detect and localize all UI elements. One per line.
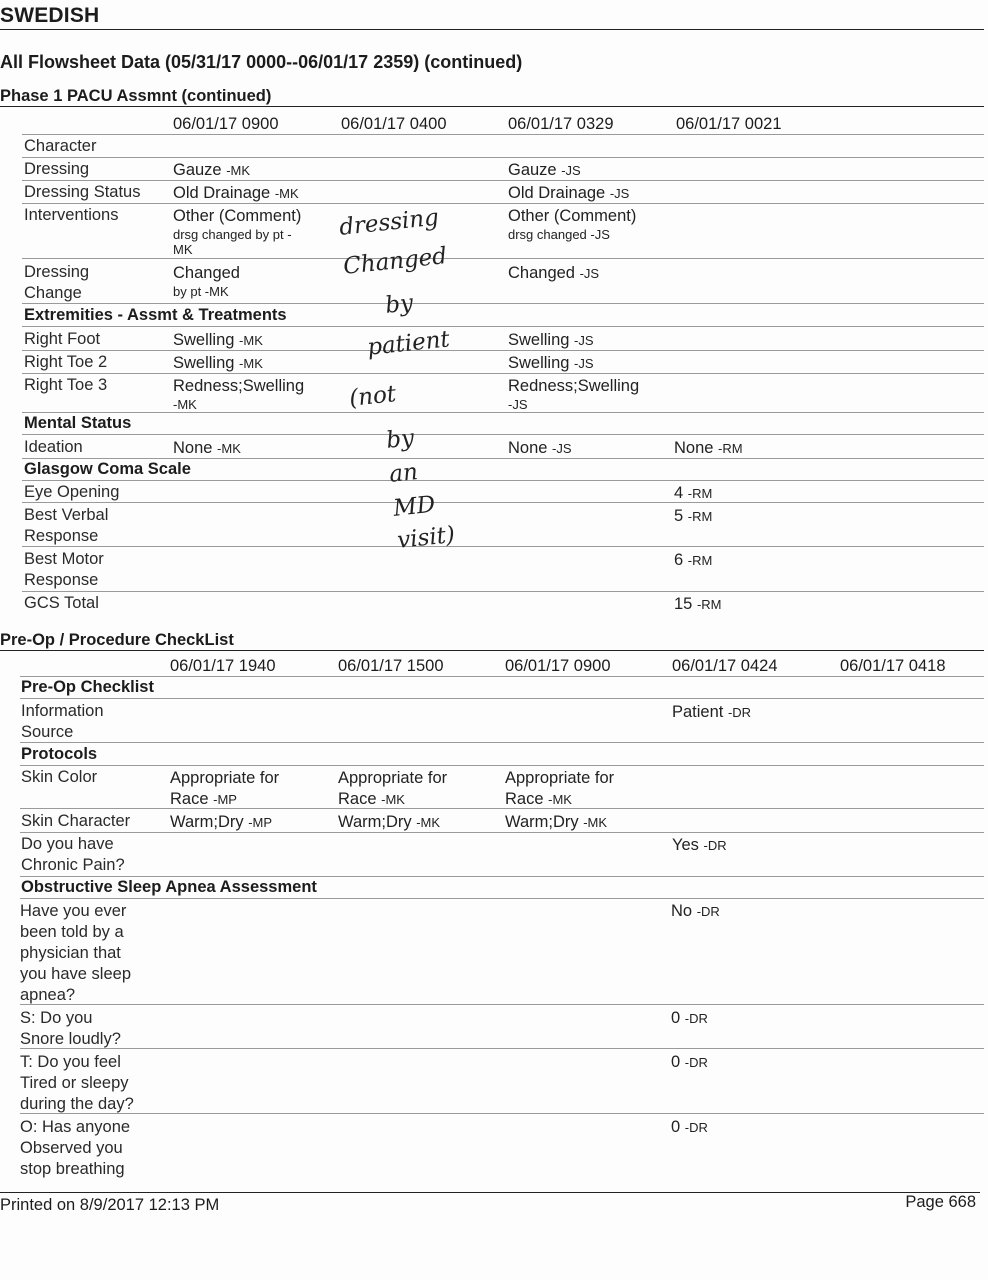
row-divider [22, 134, 984, 135]
handwritten-note: an [388, 459, 420, 488]
cell-value: Yes -DR [672, 836, 727, 854]
cell-value: 15 -RM [674, 595, 722, 613]
handwritten-note: by [385, 425, 416, 454]
cell-value: 5 -RM [674, 507, 713, 525]
row-divider [22, 180, 984, 181]
row-divider [22, 480, 984, 481]
row-divider [20, 1113, 984, 1114]
subsection-heading: Obstructive Sleep Apnea Assessment [21, 878, 317, 896]
cell-value: Old Drainage -JS [508, 184, 630, 202]
column-header: 06/01/17 0329 [508, 115, 614, 133]
section-rule [0, 106, 984, 107]
row-divider [20, 676, 984, 677]
section-title-preop: Pre-Op / Procedure CheckList [0, 631, 234, 649]
column-header: 06/01/17 0900 [505, 657, 611, 675]
row-label: Skin Character [21, 812, 131, 830]
row-label: Right Foot [24, 330, 101, 348]
cell-value: 0 -DR [671, 1053, 708, 1071]
cell-value: Appropriate for Race -MK [505, 769, 615, 808]
handwritten-note: MD [392, 491, 437, 522]
section-title-pacu: Phase 1 PACU Assmnt (continued) [0, 87, 272, 105]
cell-value: Swelling -JS [508, 354, 594, 372]
row-divider [22, 258, 984, 259]
cell-value: Swelling -JS [508, 331, 594, 349]
row-label: Dressing Status [24, 183, 141, 201]
cell-value: Appropriate for Race -MP [170, 769, 280, 808]
row-label: Right Toe 3 [24, 376, 108, 394]
cell-value: 4 -RM [674, 484, 713, 502]
row-divider [22, 326, 984, 327]
column-header: 06/01/17 0400 [341, 115, 447, 133]
handwritten-note: visit) [396, 521, 457, 554]
row-divider [22, 203, 984, 204]
row-label: Interventions [24, 206, 119, 224]
row-label: Skin Color [21, 768, 98, 786]
cell-value: 6 -RM [674, 551, 713, 569]
cell-value: Patient -DR [672, 703, 752, 721]
subsection-heading: Mental Status [24, 414, 132, 432]
row-divider [22, 502, 984, 503]
row-divider [20, 832, 984, 833]
subsection-heading: Glasgow Coma Scale [24, 460, 191, 478]
subsection-heading: Extremities - Assmt & Treatments [24, 306, 287, 324]
row-label: Character [24, 137, 97, 155]
row-divider [20, 808, 984, 809]
handwritten-note: (not [348, 381, 398, 412]
column-header: 06/01/17 0900 [173, 115, 279, 133]
cell-value: Changed by pt -MK [173, 264, 240, 299]
row-divider [22, 412, 984, 413]
row-divider [22, 350, 984, 351]
cell-value: 0 -DR [671, 1118, 708, 1136]
row-divider [22, 373, 984, 374]
column-header: 06/01/17 1500 [338, 657, 444, 675]
printed-date: Printed on 8/9/2017 12:13 PM [0, 1196, 220, 1214]
row-divider [22, 546, 984, 547]
row-label: Do you have Chronic Pain? [21, 835, 125, 874]
row-label: Right Toe 2 [24, 353, 108, 371]
cell-value: Gauze -JS [508, 161, 581, 179]
column-header: 06/01/17 0021 [676, 115, 782, 133]
cell-value: Changed -JS [508, 264, 600, 282]
column-header: 06/01/17 0424 [672, 657, 778, 675]
hospital-name: SWEDISH [0, 4, 100, 27]
handwritten-note: by [384, 290, 415, 319]
cell-value: Redness;Swelling -MK [173, 377, 305, 412]
row-label: Have you ever been told by a physician that you have sleep apnea? [20, 902, 131, 1004]
column-header: 06/01/17 0418 [840, 657, 946, 675]
row-label: Best Motor Response [24, 550, 104, 589]
cell-value: No -DR [671, 902, 720, 920]
row-label: S: Do you Snore loudly? [20, 1009, 121, 1048]
row-label: Ideation [24, 438, 83, 456]
row-label: Eye Opening [24, 483, 120, 501]
cell-value: Old Drainage -MK [173, 184, 299, 202]
row-label: Best Verbal Response [24, 506, 109, 545]
cell-value: None -MK [173, 439, 241, 457]
page-number: Page 668 [905, 1193, 976, 1211]
row-label: T: Do you feel Tired or sleepy during the day? [20, 1053, 134, 1113]
row-divider [22, 458, 984, 459]
row-divider [22, 434, 984, 435]
row-divider [20, 1004, 984, 1005]
cell-value: Other (Comment) drsg changed by pt - MK [173, 207, 302, 257]
row-divider [20, 742, 984, 743]
row-label: Dressing [24, 160, 90, 178]
subsection-heading: Protocols [21, 745, 98, 763]
section-rule [0, 650, 984, 651]
row-divider [22, 157, 984, 158]
handwritten-note: patient [366, 326, 451, 361]
cell-value: Gauze -MK [173, 161, 251, 179]
cell-value: Other (Comment) drsg changed -JS [508, 207, 637, 242]
footer-rule [0, 1192, 980, 1193]
cell-value: 0 -DR [671, 1009, 708, 1027]
row-divider [20, 898, 984, 899]
cell-value: Appropriate for Race -MK [338, 769, 448, 808]
cell-value: Warm;Dry -MP [170, 813, 273, 831]
document-title: All Flowsheet Data (05/31/17 0000--06/01/17 2359) (continued) [0, 52, 523, 72]
row-divider [22, 591, 984, 592]
cell-value: Redness;Swelling -JS [508, 377, 640, 412]
header-rule [0, 29, 984, 30]
cell-value: Warm;Dry -MK [505, 813, 608, 831]
cell-value: Warm;Dry -MK [338, 813, 441, 831]
handwritten-note: Changed [342, 243, 449, 280]
cell-value: Swelling -MK [173, 354, 263, 372]
column-header: 06/01/17 1940 [170, 657, 276, 675]
row-label: Dressing Change [24, 263, 90, 302]
row-label: O: Has anyone Observed you stop breathing [20, 1118, 131, 1178]
cell-value: Swelling -MK [173, 331, 263, 349]
cell-value: None -RM [674, 439, 743, 457]
row-divider [20, 876, 984, 877]
row-divider [20, 698, 984, 699]
handwritten-note: dressing [338, 204, 440, 241]
row-divider [22, 303, 984, 304]
row-label: Information Source [21, 702, 104, 741]
row-divider [20, 1048, 984, 1049]
row-label: GCS Total [24, 594, 99, 612]
row-divider [20, 765, 984, 766]
cell-value: None -JS [508, 439, 572, 457]
subsection-heading: Pre-Op Checklist [21, 678, 154, 696]
